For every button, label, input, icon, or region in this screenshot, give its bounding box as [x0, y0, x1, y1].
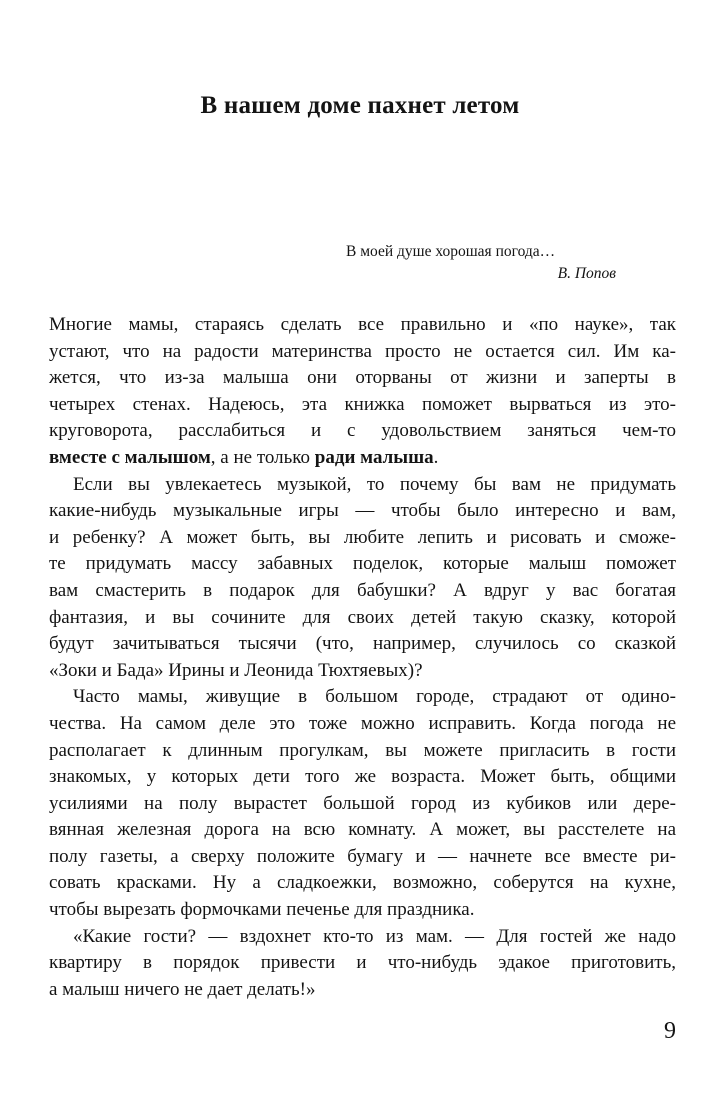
text-line: Многие мамы, стараясь сделать все правильно и «по науке», так [49, 314, 676, 335]
text-line: совать красками. Ну а сладкоежки, возможно, соберутся на кухне, [49, 872, 676, 894]
text-line: вянная железная дорога на всю комнату. А может, вы расстелете на [49, 819, 676, 841]
text-line: Часто мамы, живущие в большом городе, страдают от одино- [73, 686, 676, 708]
paragraph-2 [49, 472, 676, 685]
text-line: квартиру в порядок привести и что-нибудь эдакое приготовить, [49, 952, 676, 974]
text-line: фантазия, и вы сочините для своих детей такую сказку, которой [49, 606, 676, 628]
paragraph-1 [49, 312, 676, 472]
text-line: будут зачитываться тысячи (что, например, случилось со сказкой [49, 633, 676, 655]
paragraph-4 [49, 924, 676, 1004]
body-text [49, 312, 676, 1003]
text-line: вам смастерить в подарок для бабушки? А вдруг у вас богатая [49, 579, 676, 601]
text-line: а малыш ничего не дает делать!» [49, 978, 316, 1000]
text-line: «Какие гости? — вздохнет кто-то из мам. — Для гостей же надо [73, 925, 676, 947]
page-number: 9 [664, 1018, 676, 1044]
epigraph [346, 241, 616, 285]
text-line: четырех стенах. Надеюсь, эта книжка поможет вырваться из это- [49, 393, 676, 415]
emphasis-together: вместе с малышом [49, 446, 211, 468]
text-line: те придумать массу забавных поделок, которые малыш поможет [49, 553, 676, 575]
epigraph-author: В. Попов [557, 265, 616, 282]
text-line: чтобы вырезать формочками печенье для праздника. [49, 899, 475, 921]
text-line: круговорота, расслабиться и с удовольствием заняться чем-то [49, 420, 676, 442]
text-fragment: . [433, 446, 439, 468]
text-line: располагает к длинным прогулкам, вы можете пригласить в гости [49, 739, 676, 761]
text-line: полу газеты, а сверху положите бумагу и — начнете все вместе ри- [49, 845, 676, 867]
text-line: какие-нибудь музыкальные игры — чтобы было интересно и вам, [49, 500, 676, 522]
epigraph-text: В моей душе хорошая погода… [346, 243, 556, 260]
text-line [49, 445, 676, 472]
text-line: и ребенку? А может быть, вы любите лепить и рисовать и сможе- [49, 526, 676, 548]
text-line: усилиями на полу вырастет большой город из кубиков или дере- [49, 792, 676, 814]
text-line: «Зоки и Бада» Ирины и Леонида Тюхтяевых)? [49, 659, 423, 681]
emphasis-for-baby: ради малыша [314, 446, 434, 468]
text-fragment: , а не только [210, 446, 315, 468]
chapter-title: В нашем доме пахнет летом [200, 92, 520, 119]
text-line: Если вы увлекаетесь музыкой, то почему бы вам не придумать [73, 473, 676, 495]
paragraph-3 [49, 684, 676, 923]
text-line: чества. На самом деле это тоже можно исправить. Когда погода не [49, 712, 676, 734]
text-line: жется, что из-за малыша они оторваны от жизни и заперты в [49, 367, 676, 389]
text-line: знакомых, у которых дети того же возраста. Может быть, общими [49, 766, 676, 788]
text-line: устают, что на радости материнства просто не остается сил. Им ка- [49, 340, 676, 362]
